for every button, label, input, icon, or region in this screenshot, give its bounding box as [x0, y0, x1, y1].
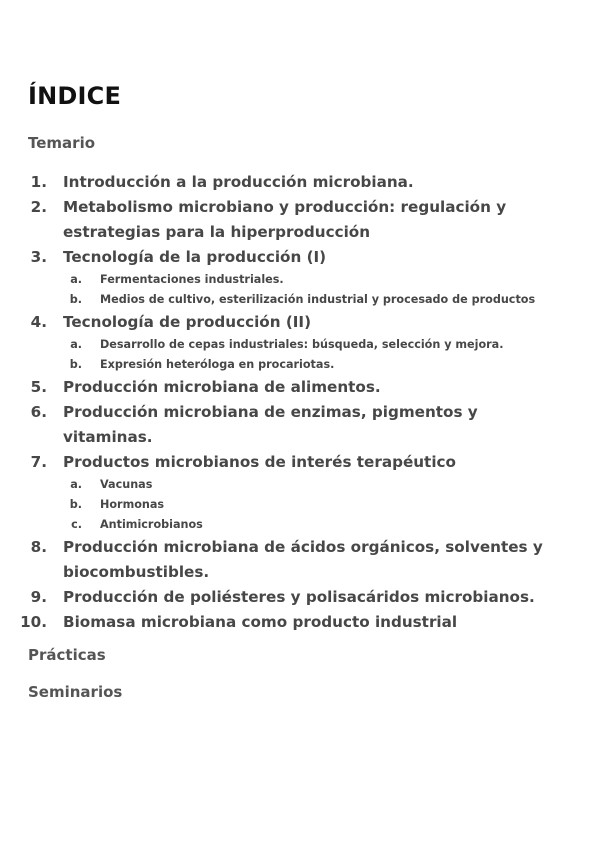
toc-subitem-text: Fermentaciones industriales. [100, 273, 284, 286]
toc-item [0, 310, 600, 335]
toc-subitem [0, 355, 600, 375]
toc-subitem-text: Expresión heteróloga en procariotas. [100, 358, 335, 371]
toc-item-number: 9. [30, 588, 47, 606]
toc-item-text: Introducción a la producción microbiana. [63, 173, 414, 191]
toc-subitem-letter: a. [70, 478, 82, 491]
toc-subitem-letter: a. [70, 273, 82, 286]
toc-item-text: Producción de poliésteres y polisacáridos microbianos. [63, 588, 535, 606]
toc-subitem-letter: b. [69, 358, 82, 371]
toc-subitem [0, 335, 600, 355]
toc-item-number: 4. [30, 313, 47, 331]
toc-item [0, 195, 600, 245]
toc-subitem [0, 515, 600, 535]
toc-item-text: Tecnología de la producción (I) [63, 248, 327, 266]
toc-item-text: Producción microbiana de alimentos. [63, 378, 381, 396]
toc-list [0, 170, 600, 635]
toc-subitem [0, 270, 600, 290]
toc-item-text: Metabolismo microbiano y producción: regulación y estrategias para la hiperproducción [63, 198, 507, 241]
toc-subitem-text: Antimicrobianos [100, 518, 203, 531]
toc-subitem [0, 495, 600, 515]
toc-item-text: Producción microbiana de enzimas, pigmentos y vitaminas. [63, 403, 478, 446]
toc-subitem-letter: b. [69, 498, 82, 511]
toc-item-text: Biomasa microbiana como producto industrial [63, 613, 458, 631]
toc-item-text: Tecnología de producción (II) [63, 313, 312, 331]
toc-item [0, 535, 600, 585]
page-title: ÍNDICE [28, 82, 122, 110]
toc-item [0, 450, 600, 475]
toc-item [0, 585, 600, 610]
toc-item [0, 170, 600, 195]
toc-subitem-letter: a. [70, 338, 82, 351]
toc-subitem-text: Medios de cultivo, esterilización industrial y procesado de productos [100, 293, 536, 306]
section-seminarios: Seminarios [28, 683, 123, 701]
toc-item-number: 6. [30, 403, 47, 421]
toc-subitem-letter: c. [71, 518, 82, 531]
toc-item-number: 5. [30, 378, 47, 396]
toc-item-number: 2. [30, 198, 47, 216]
toc-subitem-text: Vacunas [100, 478, 153, 491]
toc-subitem-letter: b. [69, 293, 82, 306]
toc-item-number: 7. [30, 453, 47, 471]
section-practicas: Prácticas [28, 646, 106, 664]
toc-item [0, 375, 600, 400]
toc-item-text: Productos microbianos de interés terapéutico [63, 453, 456, 471]
toc-item-text: Producción microbiana de ácidos orgánicos, solventes y biocombustibles. [63, 538, 543, 581]
toc-item-number: 3. [30, 248, 47, 266]
toc-subitem-text: Desarrollo de cepas industriales: búsqueda, selección y mejora. [100, 338, 504, 351]
toc-subitem-text: Hormonas [100, 498, 165, 511]
toc-item-number: 1. [30, 173, 47, 191]
toc-item-number: 8. [30, 538, 47, 556]
toc-item [0, 245, 600, 270]
toc-subitem [0, 475, 600, 495]
toc-item [0, 610, 600, 635]
section-temario: Temario [28, 134, 96, 152]
toc-subitem [0, 290, 600, 310]
toc-item [0, 400, 600, 450]
toc-item-number: 10. [20, 613, 47, 631]
